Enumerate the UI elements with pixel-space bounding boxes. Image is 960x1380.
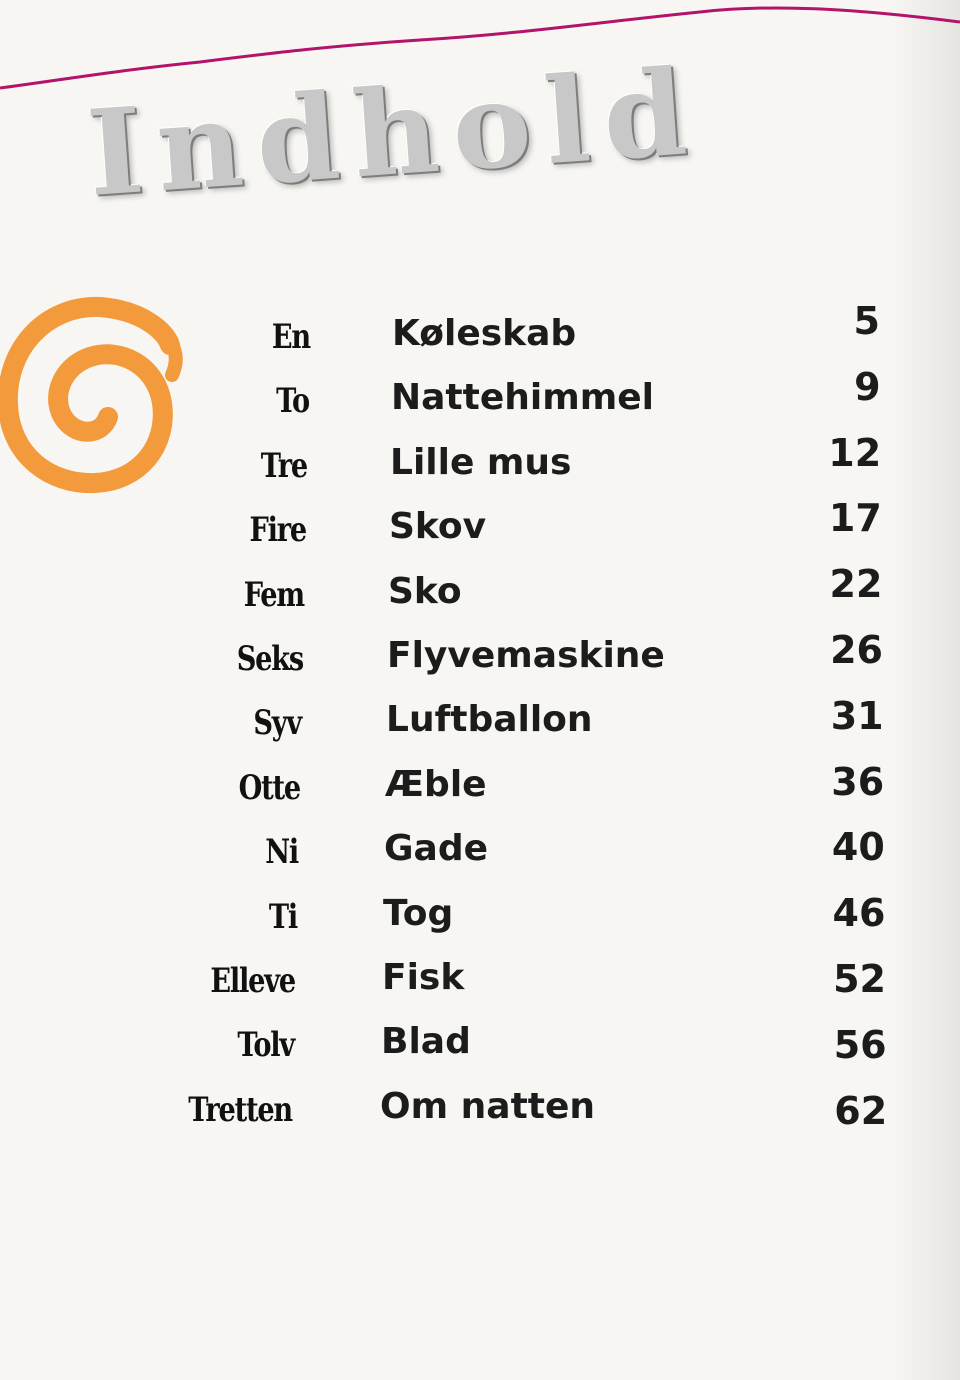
page-title: Indhold [83, 41, 705, 223]
page-number: 56 [833, 1022, 887, 1067]
chapter-title: Nattehimmel [391, 377, 655, 419]
page-number: 12 [828, 430, 882, 475]
chapter-number: Syv [253, 703, 301, 744]
page-number: 22 [829, 562, 883, 607]
toc-row [0, 364, 960, 429]
toc-row [0, 1023, 960, 1073]
chapter-title: Tog [383, 892, 454, 934]
chapter-number: Fem [243, 574, 304, 615]
page-number: 5 [853, 299, 880, 343]
chapter-number: Otte [238, 767, 300, 808]
toc-row [0, 891, 960, 945]
chapter-title: Køleskab [392, 313, 577, 354]
toc-row [0, 825, 960, 880]
page-number: 26 [830, 628, 883, 672]
page-number: 31 [830, 693, 884, 738]
chapter-number: Fire [249, 510, 306, 551]
toc-row [0, 1085, 960, 1138]
page-number: 52 [833, 957, 886, 1001]
page-number: 40 [831, 825, 885, 870]
chapter-title: Æble [385, 763, 487, 805]
page-number: 46 [832, 891, 886, 936]
toc-row [0, 628, 960, 687]
toc-row [0, 959, 960, 1009]
toc-row [0, 496, 960, 558]
chapter-title: Fisk [382, 957, 465, 998]
chapter-title: Om natten [380, 1085, 596, 1127]
page-number: 17 [828, 496, 882, 541]
chapter-title: Lille mus [390, 441, 572, 483]
chapter-number: Tretten [188, 1089, 292, 1130]
chapter-title: Luftballon [386, 699, 593, 741]
chapter-number: En [271, 317, 310, 357]
chapter-number: Elleve [210, 961, 295, 1001]
toc-row [0, 693, 960, 751]
chapter-number: Seks [236, 639, 303, 679]
toc-row [0, 430, 960, 494]
chapter-title: Blad [381, 1021, 471, 1063]
toc-row [0, 562, 960, 623]
chapter-title: Gade [384, 828, 489, 870]
page-number: 9 [854, 364, 881, 409]
chapter-number: Ni [265, 832, 298, 873]
chapter-number: Tolv [236, 1025, 294, 1066]
chapter-title: Sko [388, 570, 462, 612]
toc-row [0, 759, 960, 816]
toc-row [0, 299, 960, 365]
chapter-number: Tre [260, 445, 307, 486]
chapter-title: Flyvemaskine [387, 635, 665, 676]
chapter-number: Ti [268, 896, 297, 937]
chapter-number: To [275, 381, 309, 422]
chapter-title: Skov [389, 506, 487, 548]
page-number: 62 [834, 1088, 888, 1133]
page-number: 36 [831, 759, 885, 804]
